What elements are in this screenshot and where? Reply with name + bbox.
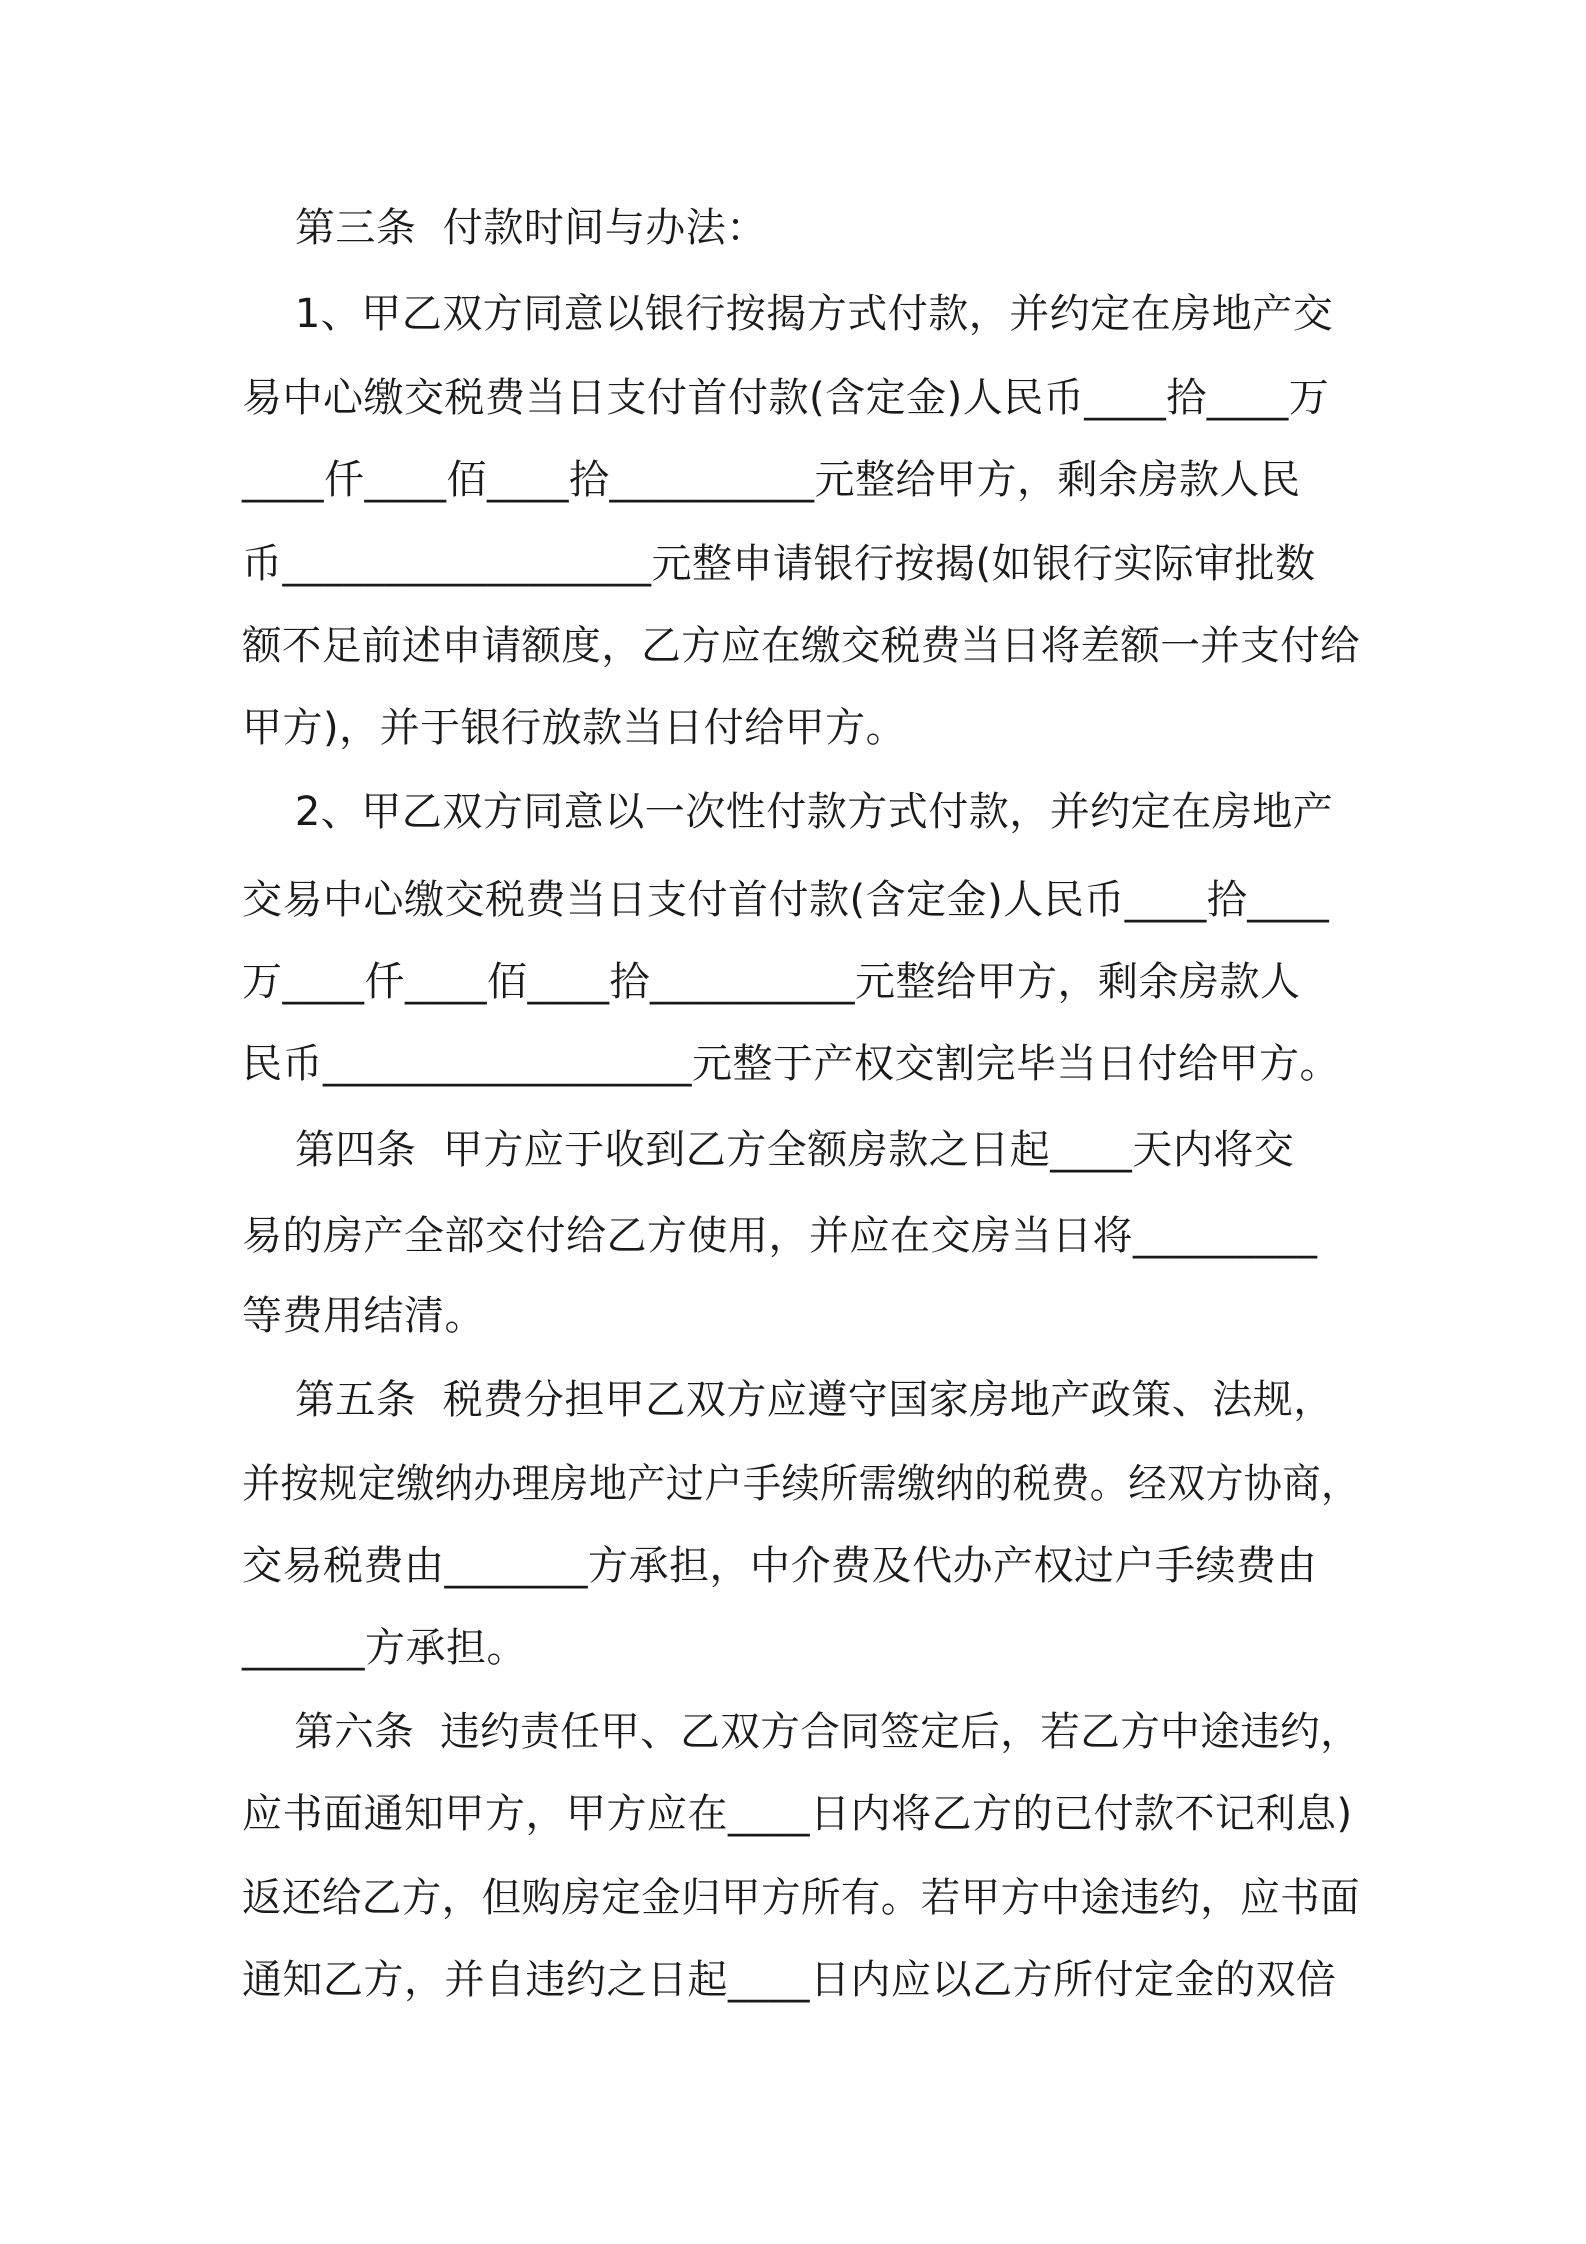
text-line: ____仟____佰____拾__________元整给甲方，剩余房款人民 (242, 457, 1301, 503)
text-line: 民币__________________元整于产权交割完毕当日付给甲方。 (242, 1041, 1340, 1087)
text-line: 易的房产全部交付给乙方使用，并应在交房当日将_________ (242, 1213, 1318, 1259)
text-line: 第四条 甲方应于收到乙方全额房款之日起____天内将交 (242, 1127, 1295, 1173)
text-line: 返还给乙方，但购房定金归甲方所有。若甲方中途违约，应书面 (242, 1875, 1361, 1921)
text-line: 交易税费由_______方承担，中介费及代办产权过户手续费由 (242, 1543, 1317, 1589)
text-line: 甲方)，并于银行放款当日付给甲方。 (242, 705, 907, 751)
text-line: 易中心缴交税费当日支付首付款(含定金)人民币____拾____万 (242, 375, 1330, 421)
text-line: 等费用结清。 (242, 1293, 485, 1339)
text-line: 通知乙方，并自违约之日起____日内应以乙方所付定金的双倍 (242, 1957, 1337, 2003)
text-line: 第三条 付款时间与办法： (242, 205, 767, 251)
text-line: 应书面通知甲方，甲方应在____日内将乙方的已付款不记利息) (242, 1791, 1353, 1837)
text-line: 交易中心缴交税费当日支付首付款(含定金)人民币____拾____ (242, 877, 1330, 923)
text-line: 额不足前述申请额度，乙方应在缴交税费当日将差额一并支付给 (242, 623, 1361, 669)
text-line: 第五条 税费分担甲乙双方应遵守国家房地产政策、法规， (242, 1377, 1334, 1423)
text-line: ______方承担。 (242, 1625, 527, 1671)
text-line: 1、甲乙双方同意以银行按揭方式付款，并约定在房地产交 (242, 291, 1334, 337)
text-line: 万____仟____佰____拾__________元整给甲方，剩余房款人 (242, 959, 1301, 1005)
text-line: 币__________________元整申请银行按揭(如银行实际审批数 (242, 541, 1316, 587)
text-line: 并按规定缴纳办理房地产过户手续所需缴纳的税费。经双方协商， (242, 1461, 1360, 1507)
text-line: 第六条 违约责任甲、乙双方合同签定后，若乙方中途违约， (242, 1709, 1361, 1755)
text-line: 2、甲乙双方同意以一次性付款方式付款，并约定在房地产 (242, 789, 1334, 835)
